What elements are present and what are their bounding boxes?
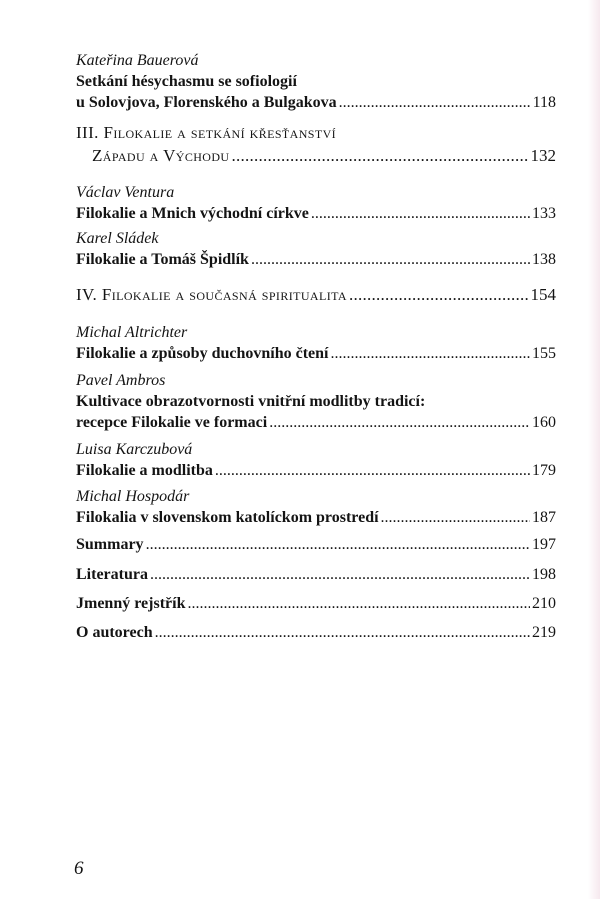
dot-leader <box>187 593 530 614</box>
entry-page: 138 <box>532 251 556 268</box>
toc-entry-index <box>76 593 556 614</box>
dot-leader <box>215 460 530 481</box>
entry-title-text: Summary <box>76 536 144 553</box>
entry-author: Pavel Ambros <box>76 372 166 389</box>
dot-leader <box>251 249 530 270</box>
part-title-line2 <box>76 144 556 167</box>
entry-page: 133 <box>532 205 556 222</box>
part-page: 154 <box>530 285 556 304</box>
part-title-line1: III. Filokalie a setkání křesťanství <box>76 123 337 142</box>
dot-leader <box>269 412 530 433</box>
entry-page: 219 <box>532 624 556 641</box>
dot-leader <box>311 203 530 224</box>
entry-title <box>76 534 556 555</box>
entry-title-line2 <box>76 412 556 433</box>
entry-title <box>76 203 556 224</box>
dot-leader <box>381 507 530 528</box>
entry-author: Kateřina Bauerová <box>76 52 199 69</box>
entry-title <box>76 460 556 481</box>
entry-author: Karel Sládek <box>76 230 159 247</box>
entry-title-text: u Solovjova, Florenského a Bulgakova <box>76 94 337 111</box>
toc-entry-bauerova <box>76 50 556 113</box>
dot-leader <box>150 564 530 585</box>
entry-title-line1: Setkání hésychasmu se sofiologií <box>76 73 297 90</box>
entry-title <box>76 343 556 364</box>
entry-title <box>76 622 556 643</box>
part-title <box>76 283 556 306</box>
toc-entry-summary <box>76 534 556 555</box>
part-title-text: IV. Filokalie a současná spiritualita <box>76 285 347 304</box>
dot-leader <box>349 283 529 306</box>
entry-title <box>76 249 556 270</box>
entry-author: Michal Altrichter <box>76 324 188 341</box>
toc-part-4 <box>76 283 556 306</box>
entry-author: Václav Ventura <box>76 184 175 201</box>
entry-title-text: Filokalie a způsoby duchovního čtení <box>76 345 329 362</box>
entry-title-text: Filokalie a Tomáš Špidlík <box>76 251 249 268</box>
entry-page: 179 <box>532 462 556 479</box>
entry-title-text: Jmenný rejstřík <box>76 595 186 612</box>
entry-page: 197 <box>532 536 556 553</box>
toc-entry-ambros <box>76 370 556 433</box>
dot-leader <box>155 622 530 643</box>
entry-title <box>76 593 556 614</box>
page-edge-shadow <box>588 0 600 899</box>
toc-entry-altrichter <box>76 322 556 364</box>
entry-page: 210 <box>532 595 556 612</box>
entry-page: 198 <box>532 566 556 583</box>
entry-title-text: O autorech <box>76 624 153 641</box>
entry-page: 155 <box>532 345 556 362</box>
entry-page: 187 <box>532 509 556 526</box>
entry-title-text: Filokalia v slovenskom katolíckom prostredí <box>76 509 379 526</box>
toc-entry-hospodar <box>76 486 556 528</box>
dot-leader <box>339 92 531 113</box>
entry-author: Luisa Karczubová <box>76 441 193 458</box>
dot-leader <box>232 144 529 167</box>
entry-title <box>76 507 556 528</box>
entry-title-line2 <box>76 92 556 113</box>
entry-author: Michal Hospodár <box>76 488 190 505</box>
entry-title-text: recepce Filokalie ve formaci <box>76 414 268 431</box>
entry-title-line1: Kultivace obrazotvornosti vnitřní modlitby tradicí: <box>76 393 426 410</box>
toc-entry-sladek <box>76 228 556 270</box>
entry-title-text: Filokalie a Mnich východní církve <box>76 205 309 222</box>
toc-part-3 <box>76 121 556 167</box>
entry-page: 118 <box>532 94 556 111</box>
toc-entry-ventura <box>76 182 556 224</box>
dot-leader <box>331 343 531 364</box>
toc-entry-authors <box>76 622 556 643</box>
part-page: 132 <box>530 146 556 165</box>
entry-title-text: Filokalie a modlitba <box>76 462 213 479</box>
page-number: 6 <box>74 858 84 879</box>
toc-entry-karczubova <box>76 439 556 481</box>
entry-title-text: Literatura <box>76 566 148 583</box>
dot-leader <box>146 534 530 555</box>
part-title-text: Západu a Východu <box>92 146 230 165</box>
entry-title <box>76 564 556 585</box>
entry-page: 160 <box>532 414 556 431</box>
toc-entry-literatura <box>76 564 556 585</box>
